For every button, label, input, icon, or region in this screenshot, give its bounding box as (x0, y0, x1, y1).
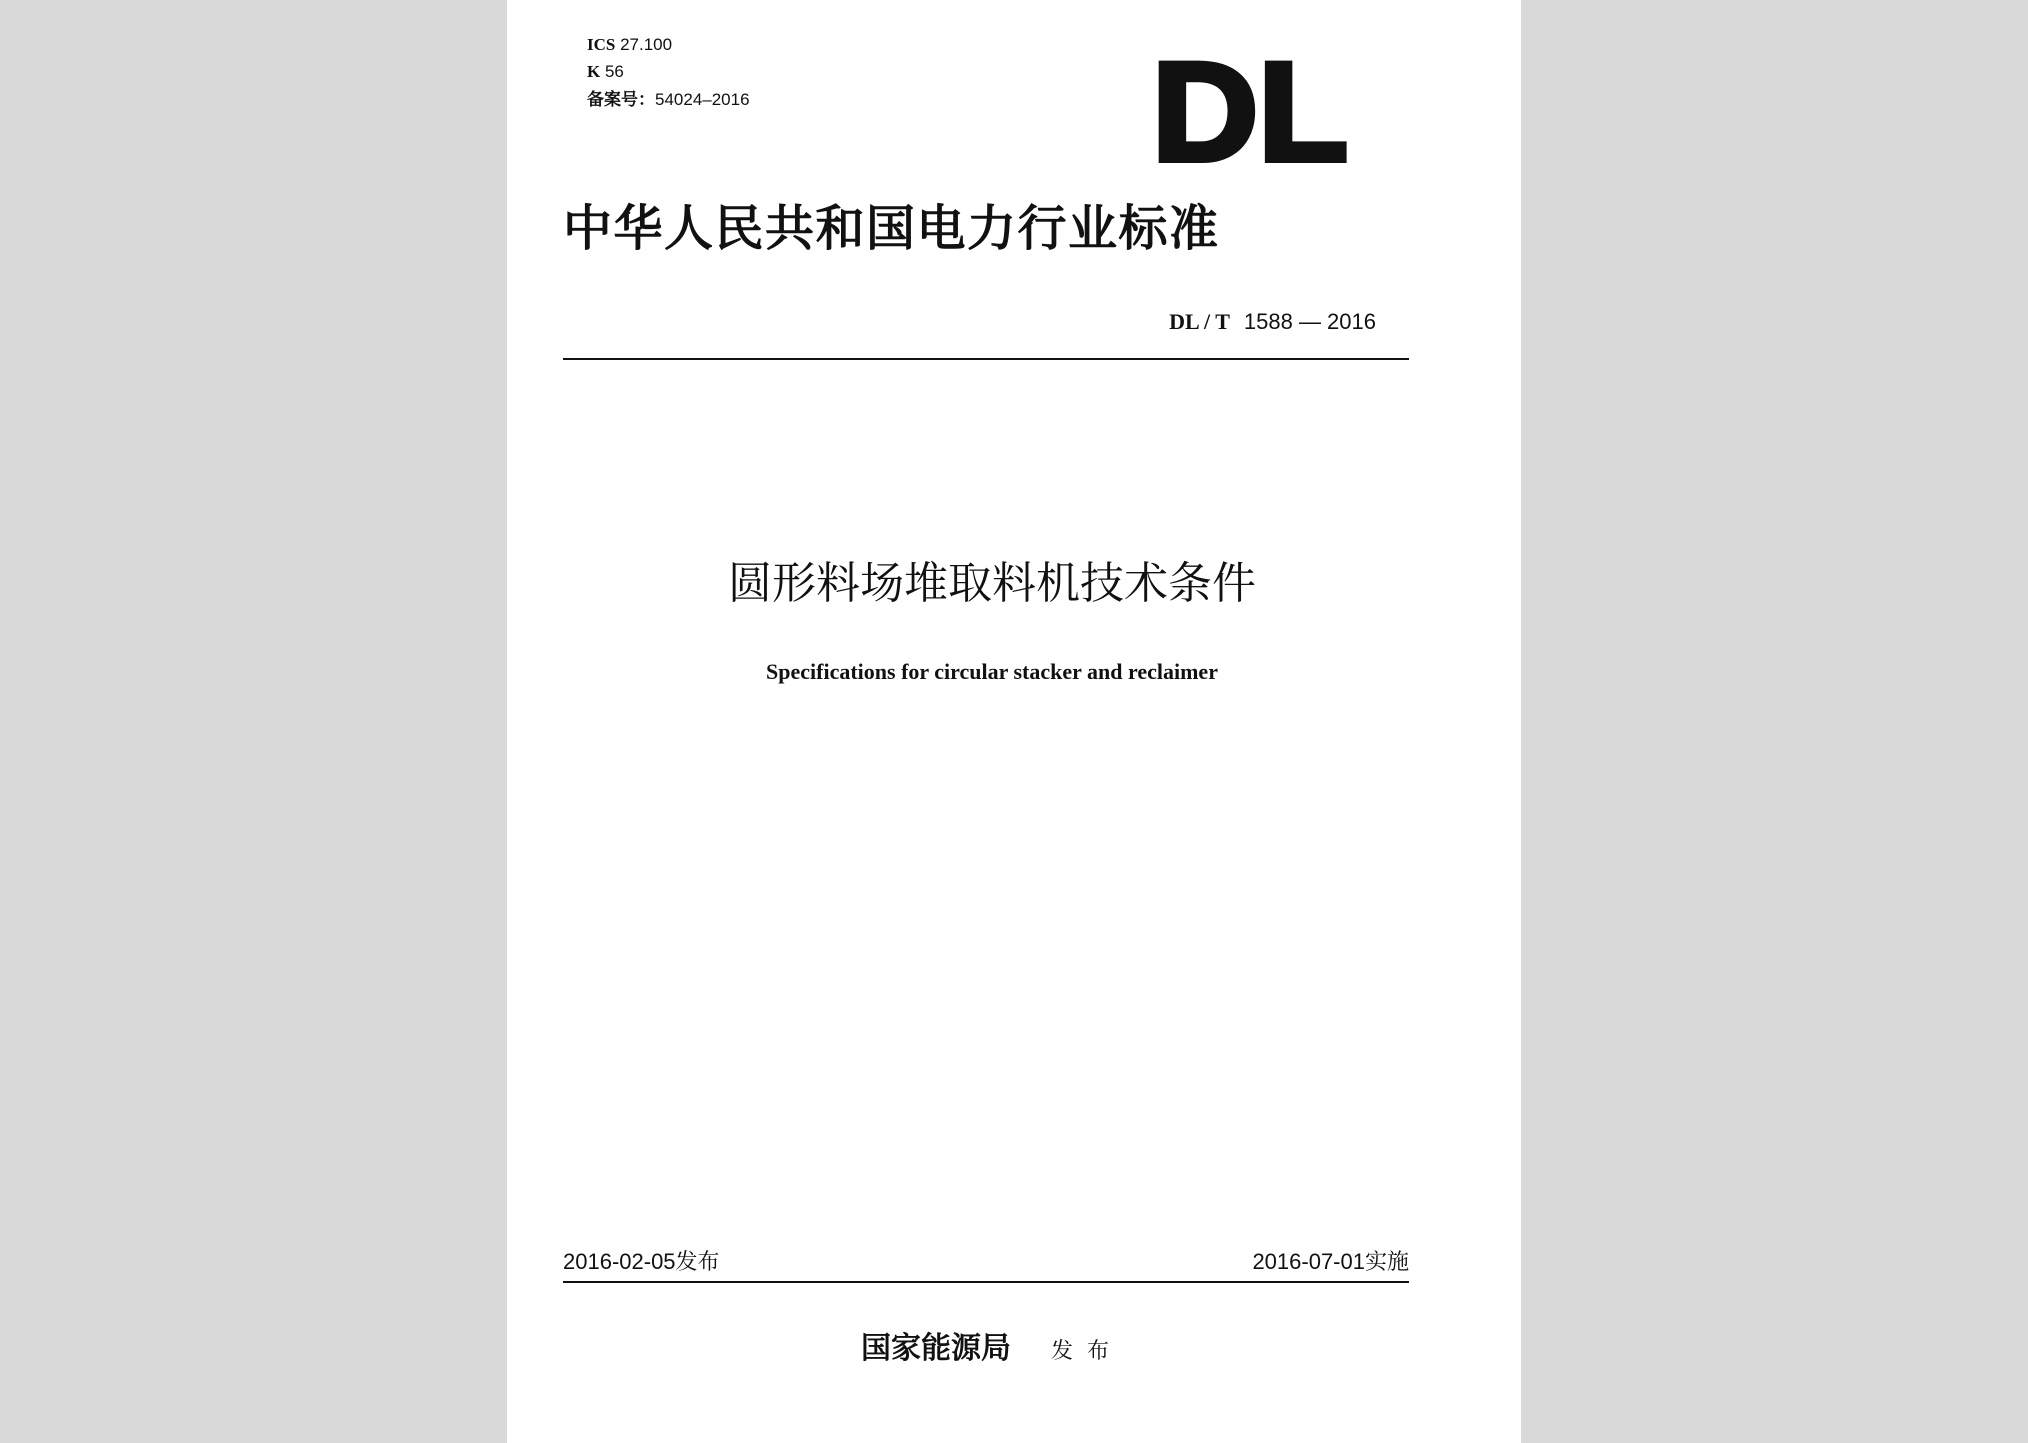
document-page (507, 0, 1521, 1443)
standard-prefix: DL / T (1169, 309, 1230, 334)
document-title-en: Specifications for circular stacker and reclaimer (766, 659, 1218, 684)
publisher (507, 1330, 1477, 1372)
ics-code: ICS 27.100 (587, 35, 673, 54)
implementation-date: 2016-07-01实施 (1252, 1249, 1409, 1275)
footer-divider (563, 1281, 1409, 1283)
org-title: 中华人民共和国电力行业标准 (563, 199, 1220, 257)
logo-text: DL (1152, 60, 1348, 164)
publisher-action: 发布 (1050, 1339, 1123, 1364)
ccs-code: K 56 (587, 62, 624, 81)
filing-number: 备案号：54024–2016 (587, 90, 750, 110)
header-divider (563, 358, 1409, 360)
standard-code: 1588 — 2016 (1243, 309, 1376, 334)
standard-number (1169, 308, 1376, 337)
dl-logo (1150, 60, 1350, 164)
issue-date: 2016-02-05发布 (563, 1249, 720, 1275)
publisher-name: 国家能源局 (860, 1331, 1011, 1366)
document-title-cn: 圆形料场堆取料机技术条件 (728, 558, 1256, 609)
